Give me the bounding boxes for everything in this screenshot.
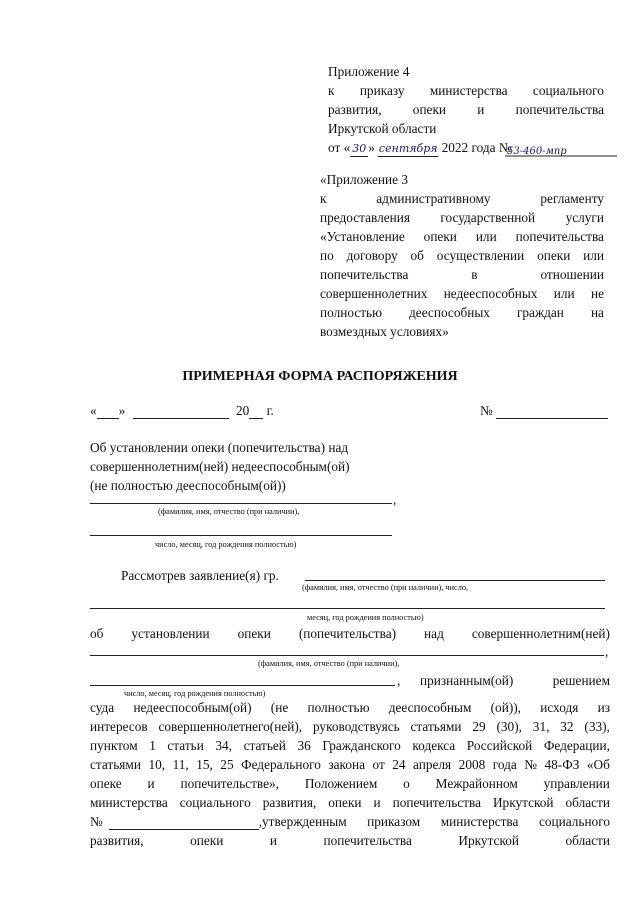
considered-label: Рассмотрев заявление(я) гр. — [121, 568, 279, 583]
recognized-text: признанным(ой) решением — [420, 673, 610, 688]
fio-hint: (фамилия, имя, отчество (при наличии), — [158, 507, 300, 516]
appendix3-line4: по договору об осуществлении опеки или — [320, 248, 604, 263]
subject-line1: Об установлении опеки (попечительства) над — [90, 440, 349, 455]
dob-blank-line — [90, 535, 392, 536]
body-line6: министерства социального развития, опеки и попечительства Иркутской области — [90, 795, 610, 810]
ward-dob-hint: число, месяц, год рождения полностью) — [124, 689, 266, 698]
appendix3-line1: к административному регламенту — [320, 191, 604, 206]
body-line5: опеке и попечительстве», Положением о Межрайонном управлении — [90, 776, 610, 791]
ward-dob-comma: , — [397, 673, 401, 688]
handwritten-day: 30 — [352, 142, 367, 155]
appendix4-line1: к приказу министерства социального — [328, 83, 604, 98]
appendix3-line6: совершеннолетних недееспособных или не — [320, 286, 604, 301]
appendix4-line3: Иркутской области — [328, 121, 437, 136]
applicant-blank-line — [305, 580, 605, 581]
body-line1: суда недееспособным(ой) (не полностью дееспособным (ой)), исходя из — [90, 700, 610, 715]
body-line7: № ,утвержденным приказом министерства социального — [90, 814, 610, 829]
appendix4-line2: развития, опеки и попечительства — [328, 102, 604, 117]
body-line2: интересов совершеннолетнего(ней), руководствуясь статьями 29 (30), 31, 32 (33), — [90, 719, 610, 734]
appendix4-date-line: от « 30 » сентября 2022 года № — [328, 140, 512, 155]
subject-line2: совершеннолетним(ней) недееспособным(ой) — [90, 459, 350, 474]
year-blank — [249, 404, 263, 419]
appendix3-line7: полностью дееспособных граждан на — [320, 305, 604, 320]
appendix3-line8: возмездных условиях» — [320, 324, 449, 339]
number-blank — [496, 404, 608, 419]
fio-blank-line — [90, 503, 392, 504]
regulation-number-blank — [109, 815, 259, 830]
handwritten-month: сентября — [378, 142, 438, 155]
ward-dob-blank-line — [90, 685, 395, 686]
handwritten-order-number — [505, 145, 617, 157]
form-title: ПРИМЕРНАЯ ФОРМА РАСПОРЯЖЕНИЯ — [182, 369, 458, 384]
ward-fio-hint: (фамилия, имя, отчество (при наличии), — [258, 659, 400, 668]
appendix3-line5: попечительства в отношении — [320, 267, 604, 282]
applicant-hint-2: месяц, год рождения полностью) — [307, 613, 424, 622]
day-blank — [97, 404, 119, 419]
body-line8: развития, опеки и попечительства Иркутской области — [90, 833, 610, 848]
number-row: № — [480, 401, 608, 420]
ward-fio-blank-line — [90, 655, 604, 656]
fio-comma: , — [393, 492, 397, 507]
appendix3-line2: предоставления государственной услуги — [320, 210, 604, 225]
appendix3-title: «Приложение 3 — [320, 172, 408, 187]
body-line3: пунктом 1 статьи 34, статьей 36 Гражданского кодекса Российской Федерации, — [90, 738, 610, 753]
ward-fio-comma: , — [605, 644, 609, 659]
ward-line: об установлении опеки (попечительства) над совершеннолетним(ней) — [90, 626, 610, 641]
svg-text:53-460-мпр: 53-460-мпр — [507, 146, 567, 157]
appendix4-title: Приложение 4 — [328, 64, 410, 79]
dob-hint: число, месяц, год рождения полностью) — [155, 540, 297, 549]
applicant-hint: (фамилия, имя, отчество (при наличии), число, — [302, 583, 469, 592]
date-row: « » 20 г. — [90, 403, 274, 418]
subject-line3: (не полностью дееспособным(ой)) — [90, 478, 286, 493]
month-blank — [133, 404, 229, 419]
body-line4: статьями 10, 11, 15, 25 Федерального закона от 24 апреля 2008 года № 48-ФЗ «Об — [90, 757, 610, 772]
applicant-blank-line-2 — [90, 608, 605, 609]
body-line7-rest: ,утвержденным приказом министерства социального — [258, 814, 610, 829]
appendix3-line3: «Установление опеки или попечительства — [320, 229, 604, 244]
